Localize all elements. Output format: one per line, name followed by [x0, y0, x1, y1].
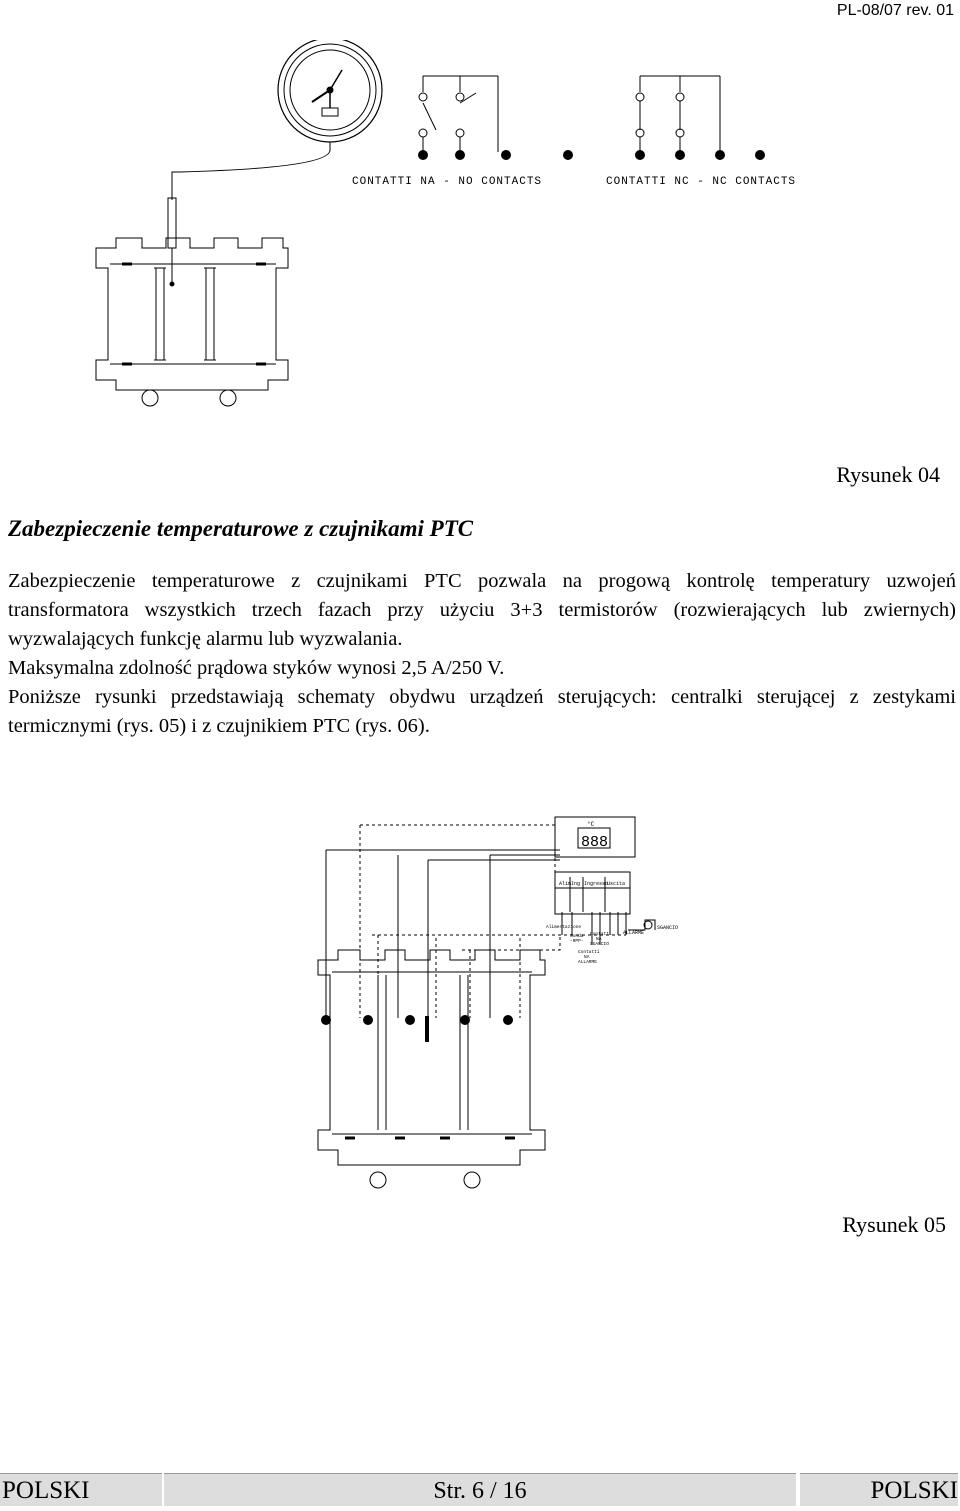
svg-text:ALLARME: ALLARME — [578, 960, 597, 965]
svg-text:Sonda: Sonda — [570, 934, 584, 939]
svg-text:SGANCIO: SGANCIO — [657, 925, 679, 931]
footer-page-number: Str. 6 / 16 — [164, 1473, 796, 1506]
document-reference: PL-08/07 rev. 01 — [836, 2, 954, 19]
nc-contacts-symbols — [636, 76, 765, 160]
figure-04-caption: Rysunek 04 — [836, 462, 940, 487]
svg-text:Alimentazione: Alimentazione — [546, 925, 582, 930]
no-contacts-label: CONTATTI NA - NO CONTACTS — [352, 176, 543, 188]
section-body — [8, 567, 956, 741]
figure-04-diagram — [0, 40, 960, 420]
svg-text:Ing: Ing — [571, 881, 581, 887]
svg-text:Ingresso: Ingresso — [584, 881, 609, 887]
display-readout: 888 — [581, 834, 609, 851]
svg-text:Contatti: Contatti — [590, 932, 612, 937]
no-contacts-symbols — [419, 76, 573, 160]
thermometer-dial-icon — [278, 40, 382, 150]
section-heading: Zabezpieczenie temperaturowe z czujnikami PTC — [8, 516, 474, 541]
footer-language-left: POLSKI — [0, 1473, 162, 1506]
paragraph-1: Zabezpieczenie temperaturowe z czujnikami PTC pozwala na progową kontrolę temperatury uzwojeń transformatora wszystkich trzech fazach przy użyciu 3+3 termistorów (rozwierających lub zwiernych) wyzwalających funkcję alarmu lub wyzwalania. — [8, 570, 956, 650]
svg-text:-RPP-: -RPP- — [570, 939, 584, 944]
footer-language-right: POLSKI — [800, 1473, 958, 1506]
svg-text:NA: NA — [584, 955, 590, 960]
nc-contacts-label: CONTATTI NC - NC CONTACTS — [606, 176, 797, 188]
svg-text:Alim: Alim — [559, 881, 572, 887]
svg-text:ALLARME: ALLARME — [623, 930, 645, 936]
figure-05-diagram — [0, 815, 960, 1205]
svg-text:SGANCIO: SGANCIO — [590, 942, 609, 947]
page-footer — [0, 1473, 960, 1505]
svg-text:Uscita: Uscita — [607, 881, 626, 887]
transformer-outline-icon — [318, 950, 545, 1188]
transformer-outline-icon — [96, 238, 288, 406]
figure-05-caption: Rysunek 05 — [842, 1212, 946, 1237]
svg-text:Contatti: Contatti — [578, 950, 600, 955]
paragraph-3: Poniższe rysunki przedstawiają schematy obydwu urządzeń sterujących: centralki sterującej z zestykami termicznymi (rys. 05) i z czujnikiem PTC (rys. 06). — [8, 686, 956, 737]
paragraph-2: Maksymalna zdolność prądowa styków wynosi 2,5 A/250 V. — [8, 657, 505, 679]
unit-label: °C — [587, 821, 595, 828]
svg-text:NA: NA — [596, 937, 602, 942]
